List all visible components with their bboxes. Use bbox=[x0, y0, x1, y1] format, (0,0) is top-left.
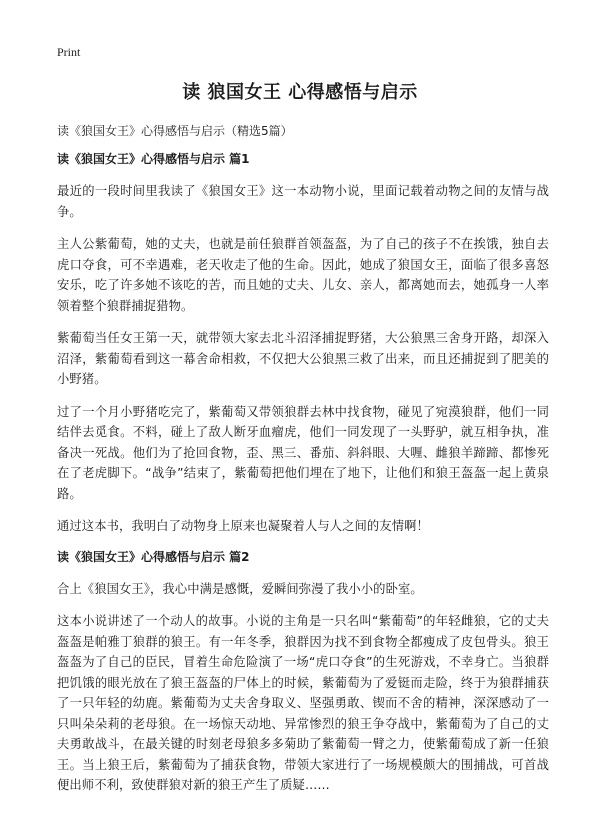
page-title: 读 狼国女王 心得感悟与启示 bbox=[182, 82, 418, 103]
article-body bbox=[57, 151, 549, 808]
paragraph: 这本小说讲述了一个动人的故事。小说的主角是一只名叫“紫葡萄”的年轻雌狼，它的丈夫盔盔是帕雅丁狼群的狼王。有一年冬季，狼群因为找不到食物全都瘦成了皮包骨头。狼王盔盔为了自己的臣民，冒着生命危险演了一场“虎口夺食”的生死游戏，不幸身亡。当狼群把饥饿的眼光放在了狼王盔盔的尸体上的时候，紫葡萄为了爱铤而走险，终于为狼群捕获了一只年轻的幼鹿。紫葡萄为丈夫舍身取义、坚强勇敢、锲而不舍的精神，深深感动了一只叫朵朵莉的老母狼。在一场惊天动地、异常惨烈的狼王争夺战中，紫葡萄为了自己的丈夫勇敢战斗，在最关键的时刻老母狼多多菊助了紫葡萄一臂之力，使紫葡萄成了新一任狼王。当上狼王后，紫葡萄为了捕获食物，带领大家进行了一场规模颇大的围捕战，可首战便出师不利，致使群狼对新的狼王产生了质疑…… bbox=[57, 614, 549, 792]
document-subtitle: 读《狼国女王》心得感悟与启示（精选5篇） bbox=[57, 124, 293, 138]
article-section-2 bbox=[57, 549, 549, 796]
article-section-1 bbox=[57, 151, 549, 537]
paragraph: 通过这本书，我明白了动物身上原来也凝聚着人与人之间的友情啊！ bbox=[57, 519, 429, 533]
paragraph: 紫葡萄当任女王第一天，就带领大家去北斗沼泽捕捉野猪，大公狼黑三舍身开路，却深入沼泽，紫葡萄看到这一幕舍命相救，不仅把大公狼黑三救了出来，而且还捕捉到了肥美的小野猪。 bbox=[57, 331, 549, 386]
paragraph: 最近的一段时间里我读了《狼国女王》这一本动物小说，里面记载着动物之间的友情与战争。 bbox=[57, 184, 549, 219]
section-heading: 读《狼国女王》心得感悟与启示 篇1 bbox=[57, 152, 250, 166]
section-heading: 读《狼国女王》心得感悟与启示 篇2 bbox=[57, 549, 250, 564]
print-link[interactable]: Print bbox=[57, 45, 81, 59]
paragraph: 合上《狼国女王》，我心中满是感慨，爱瞬间弥漫了我小小的卧室。 bbox=[57, 581, 423, 596]
paragraph: 过了一个月小野猪吃完了，紫葡萄又带领狼群去林中找食物，碰见了宛漠狼群，他们一同结伴去觅食。不料，碰上了敌人断牙血瘤虎，他们一同发现了一头野驴，就互相争执，准备决一死战。他们为了抢回食物，歪、黑三、番茄、斜斜眼、大喱、雌狼羊蹄蹄、都惨死在了老虎脚下。“战争”结束了，紫葡萄把他们埋在了地下，让他们和狼王盔盔一起上黄泉路。 bbox=[57, 404, 549, 501]
paragraph: 主人公紫葡萄，她的丈夫，也就是前任狼群首领盔盔，为了自己的孩子不在挨饿，独自去虎口夺食，可不幸遇难，老天收走了他的生命。因此，她成了狼国女王，面临了很多喜怒安乐，吃了许多她不该吃的苦，而且她的丈夫、儿女、亲人，都离她而去，她孤身一人率领着整个狼群捕捉猎物。 bbox=[57, 237, 549, 313]
